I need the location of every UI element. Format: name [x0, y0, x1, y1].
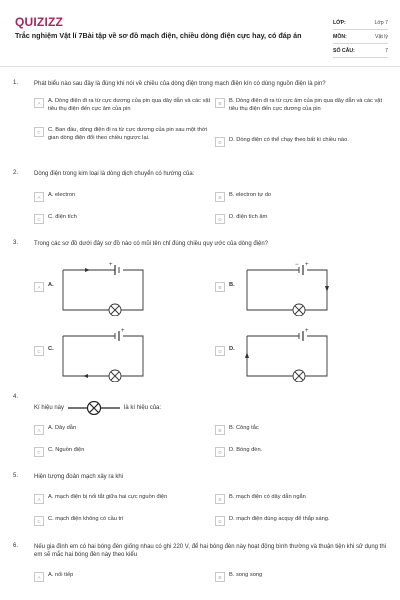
option-text: C. mạch điện không có cầu trì	[48, 516, 124, 522]
option-text: C. Nguồn điện	[48, 447, 85, 453]
option-letter-box: A	[34, 494, 44, 504]
option-b[interactable]	[215, 192, 271, 202]
option-text: A. mạch điện bị nối tắt giữa hai cực nguồn điện	[48, 494, 168, 500]
option-a[interactable]	[34, 572, 73, 582]
option-letter-box: B	[215, 572, 225, 582]
option-text: B.	[229, 282, 235, 288]
option-b[interactable]	[215, 425, 259, 435]
option-a[interactable]	[34, 98, 214, 113]
option-letter-box: B	[215, 192, 225, 202]
option-text: A. electron	[48, 192, 76, 198]
option-a[interactable]	[34, 282, 54, 292]
option-letter-box: B	[215, 282, 225, 292]
circuit-diagram-a	[57, 260, 153, 316]
option-text: B. Dòng điện đi ra từ cực âm của pin qua dây dẫn và các vật tiêu thụ điện đến cực dương của pin	[229, 98, 383, 112]
question-number: 2.	[13, 170, 19, 176]
option-b[interactable]	[215, 282, 235, 292]
question-number: 4.	[13, 394, 19, 400]
question-text: Dòng điện trong kim loại là dòng dịch chuyển có hướng của:	[34, 171, 195, 177]
option-text: C. điện tích	[48, 214, 77, 220]
option-letter-box: A	[34, 282, 44, 292]
option-text: D. điện tích âm	[229, 214, 268, 220]
circuit-diagram-b	[241, 260, 337, 316]
option-letter-box: B	[215, 98, 225, 108]
question-number: 3.	[13, 240, 19, 246]
option-letter-box: D	[215, 516, 225, 526]
option-text: A.	[48, 282, 54, 288]
option-letter-box: D	[215, 214, 225, 224]
option-d[interactable]	[215, 346, 235, 356]
option-letter-box: D	[215, 447, 225, 457]
meta-value: Lớp 7	[374, 19, 388, 26]
arrow-icon	[245, 352, 249, 358]
quizizz-logo: QUIZIZZ	[15, 15, 64, 29]
meta-row-subject	[333, 30, 388, 44]
option-text: B. song song	[229, 572, 263, 578]
option-letter-box: C	[34, 447, 44, 457]
option-text: B. Công tắc	[229, 425, 259, 431]
question-text: Phát biểu nào sau đây là đúng khi nói về chiều của dòng điện trong mạch điện kín có dùng nguồn điện là pin?	[34, 81, 326, 87]
question-text: Hiện tượng đoản mạch xảy ra khi	[34, 474, 123, 480]
option-a[interactable]	[34, 192, 75, 202]
meta-key: SỐ CÂU:	[333, 47, 355, 54]
option-c[interactable]	[34, 127, 214, 142]
option-c[interactable]	[34, 214, 77, 224]
question-text-after: là kí hiệu của:	[124, 405, 162, 411]
option-b[interactable]	[215, 572, 262, 582]
option-c[interactable]	[34, 447, 84, 457]
page-title: Trắc nghiệm Vật lí 7Bài tập về sơ đồ mạch điện, chiều dòng điện cực hay, có đáp án	[15, 31, 302, 40]
option-text: C.	[48, 346, 54, 352]
plus-sign: +	[109, 262, 113, 268]
option-letter-box: B	[215, 494, 225, 504]
option-d[interactable]	[215, 516, 330, 526]
option-text: D. Dòng điện có thể chạy theo bất kì chiều nào.	[229, 137, 349, 143]
plus-sign: +	[305, 328, 309, 334]
option-letter-box: C	[34, 214, 44, 224]
option-letter-box: A	[34, 572, 44, 582]
option-text: A. Dây dẫn	[48, 425, 77, 431]
option-letter-box: C	[34, 346, 44, 356]
lamp-symbol-icon	[66, 401, 122, 415]
option-d[interactable]	[215, 214, 267, 224]
option-c[interactable]	[34, 346, 54, 356]
minus-sign: −	[295, 262, 299, 268]
option-letter-box: C	[34, 127, 44, 137]
option-letter-box: A	[34, 192, 44, 202]
option-text: D.	[229, 346, 235, 352]
arrow-icon	[83, 374, 88, 378]
option-a[interactable]	[34, 425, 76, 435]
question-number: 1.	[13, 80, 19, 86]
option-d[interactable]	[215, 137, 390, 147]
question-text	[34, 401, 389, 415]
meta-key: MÔN:	[333, 33, 347, 40]
option-b[interactable]	[215, 494, 306, 504]
option-text: A. nối tiếp	[48, 572, 74, 578]
option-text: D. Bóng đèn.	[229, 447, 263, 453]
arrow-icon	[325, 286, 329, 292]
option-text: B. electron tự do	[229, 192, 272, 198]
option-c[interactable]	[34, 516, 124, 526]
arrow-icon	[85, 268, 90, 272]
option-text: C. Ban đầu, dòng điện đi ra từ cực dương của pin sau một thời gian dòng điện đổi theo chiều ngược lại.	[48, 127, 207, 141]
header-divider	[0, 66, 400, 67]
option-text: A. Dòng điện đi ra từ cực dương của pin qua dây dẫn và các vật tiêu thụ điện đến cực âm của pin	[48, 98, 211, 112]
option-d[interactable]	[215, 447, 262, 457]
meta-key: LỚP:	[333, 19, 346, 26]
meta-table	[333, 16, 388, 58]
question-text: Nếu gia đình em có hai bóng đèn giống nhau có ghi 220 V, để hai bóng đèn này hoạt động bình thường và thuận tiện khi sử dụng thì em sẽ mắc hai bóng đèn này theo kiểu	[34, 544, 387, 558]
option-letter-box: D	[215, 137, 225, 147]
option-letter-box: A	[34, 425, 44, 435]
meta-row-grade	[333, 16, 388, 30]
circuit-diagram-d	[241, 326, 337, 382]
plus-sign: +	[305, 262, 309, 268]
question-number: 5.	[13, 473, 19, 479]
option-letter-box: B	[215, 425, 225, 435]
option-text: D. mạch điện dùng acquy để thắp sáng.	[229, 516, 330, 522]
option-letter-box: D	[215, 346, 225, 356]
option-b[interactable]	[215, 98, 390, 113]
meta-value: Vật lý	[375, 33, 388, 40]
option-a[interactable]	[34, 494, 167, 504]
plus-sign: +	[121, 328, 125, 334]
question-text: Trong các sơ đồ dưới đây sơ đồ nào có mũi tên chỉ đúng chiều quy ước của dòng điện?	[34, 241, 269, 247]
option-letter-box: C	[34, 516, 44, 526]
question-text-before: Kí hiệu này	[34, 405, 65, 411]
meta-value: 7	[385, 47, 388, 54]
option-text: B. mạch điện có dây dẫn ngắn	[229, 494, 306, 500]
meta-row-count	[333, 44, 388, 58]
option-letter-box: A	[34, 98, 44, 108]
question-number: 6.	[13, 543, 19, 549]
circuit-diagram-c	[57, 326, 153, 382]
